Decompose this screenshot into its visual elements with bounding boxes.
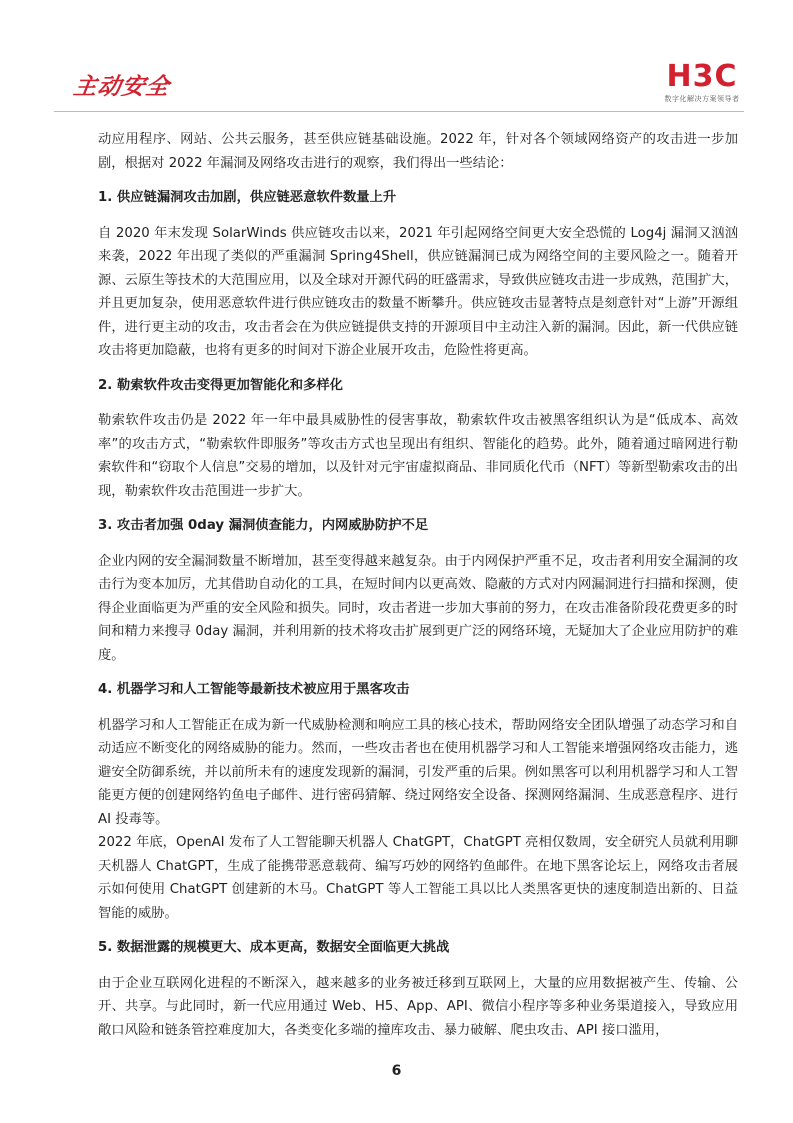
- page-header: [0, 0, 793, 110]
- section-paragraph: 2022 年底，OpenAI 发布了人工智能聊天机器人 ChatGPT，ChatGPT 亮相仅数周，安全研究人员就利用聊天机器人 ChatGPT，生成了能携带恶意载荷、编写巧妙的网络钓鱼邮件。在地下黑客论坛上，网络攻击者展示如何使用 ChatGPT 创建新的木马。ChatGPT 等人工智能工具以比人类黑客更快的速度制造出新的、日益智能的威胁。: [98, 835, 738, 921]
- header-divider: [54, 111, 744, 112]
- intro-paragraph: 动应用程序、网站、公共云服务，甚至供应链基础设施。2022 年，针对各个领域网络资产的攻击进一步加剧，根据对 2022 年漏洞及网络攻击进行的观察，我们得出一些结论：: [98, 132, 738, 171]
- section-heading: 1. 供应链漏洞攻击加剧，供应链恶意软件数量上升: [98, 190, 397, 205]
- document-body: [98, 128, 738, 1042]
- section-data-breach: [98, 936, 738, 1042]
- section-heading: 2. 勒索软件攻击变得更加智能化和多样化: [98, 377, 343, 393]
- section-heading: 3. 攻击者加强 0day 漏洞侦查能力，内网威胁防护不足: [98, 518, 429, 533]
- section-paragraph: 自 2020 年末发现 SolarWinds 供应链攻击以来，2021 年引起网络空间更大安全恐慌的 Log4j 漏洞又汹汹来袭，2022 年出现了类似的严重漏洞 Spring4Shell，供应链漏洞已成为网络空间的主要风险之一。随着开源、云原生等技术的大范围应用，以及全球对开源代码的旺盛需求，导致供应链攻击进一步成熟，范围扩大，并且更加复杂，使用恶意软件进行供应链攻击的数量不断攀升。供应链攻击显著特点是刻意针对“上游”开源组件，进行更主动的攻击，攻击者会在为供应链提供支持的开源项目中主动注入新的漏洞。因此，新一代供应链攻击将更加隐蔽，也将有更多的时间对下游企业展开攻击，危险性将更高。: [98, 225, 738, 358]
- section-ransomware: [98, 374, 738, 504]
- section-heading: 5. 数据泄露的规模更大、成本更高，数据安全面临更大挑战: [98, 940, 450, 955]
- section-paragraph: 勒索软件攻击仍是 2022 年一年中最具威胁性的侵害事故，勒索软件攻击被黑客组织认为是“低成本、高效率”的攻击方式，“勒索软件即服务”等攻击方式也呈现出有组织、智能化的趋势。此外，随着通过暗网进行勒索软件和“窃取个人信息”交易的增加，以及针对元宇宙虚拟商品、非同质化代币（NFT）等新型勒索攻击的出现，勒索软件攻击范围进一步扩大。: [98, 413, 738, 499]
- section-paragraph: 由于企业互联网化进程的不断深入，越来越多的业务被迁移到互联网上，大量的应用数据被产生、传输、公开、共享。与此同时，新一代应用通过 Web、H5、App、API、微信小程序等多种业务渠道接入，导致应用敞口风险和链条管控难度加大，各类变化多端的撞库攻击、暴力破解、爬虫攻击、API 接口滥用，: [98, 975, 738, 1038]
- section-paragraph: 企业内网的安全漏洞数量不断增加，甚至变得越来越复杂。由于内网保护严重不足，攻击者利用安全漏洞的攻击行为变本加厉，尤其借助自动化的工具，在短时间内以更高效、隐蔽的方式对内网漏洞进行扫描和探测，使得企业面临更为严重的安全风险和损失。同时，攻击者进一步加大事前的努力，在攻击准备阶段花费更多的时间和精力来搜寻 0day 漏洞，并利用新的技术将攻击扩展到更广泛的网络环境，无疑加大了企业应用防护的难度。: [98, 553, 738, 663]
- brand-slogan: 数字化解决方案领导者: [664, 95, 740, 103]
- page-number: 6: [391, 1063, 402, 1079]
- brand-name: H3C: [666, 59, 738, 94]
- section-0day: [98, 514, 738, 667]
- section-supply-chain: [98, 186, 738, 363]
- section-paragraph: 机器学习和人工智能正在成为新一代威胁检测和响应工具的核心技术，帮助网络安全团队增强了动态学习和自动适应不断变化的网络威胁的能力。然而，一些攻击者也在使用机器学习和人工智能来增强网络攻击能力，逃避安全防御系统，并以前所未有的速度发现新的漏洞，引发严重的后果。例如黑客可以利用机器学习和人工智能更方便的创建网络钓鱼电子邮件、进行密码猜解、绕过网络安全设备、探测网络漏洞、生成恶意程序、进行 AI 投毒等。: [98, 717, 738, 827]
- active-security-logo: 主动安全: [71, 74, 172, 100]
- h3c-logo: [662, 59, 742, 104]
- section-ai: [98, 678, 738, 925]
- section-heading: 4. 机器学习和人工智能等最新技术被应用于黑客攻击: [98, 682, 410, 697]
